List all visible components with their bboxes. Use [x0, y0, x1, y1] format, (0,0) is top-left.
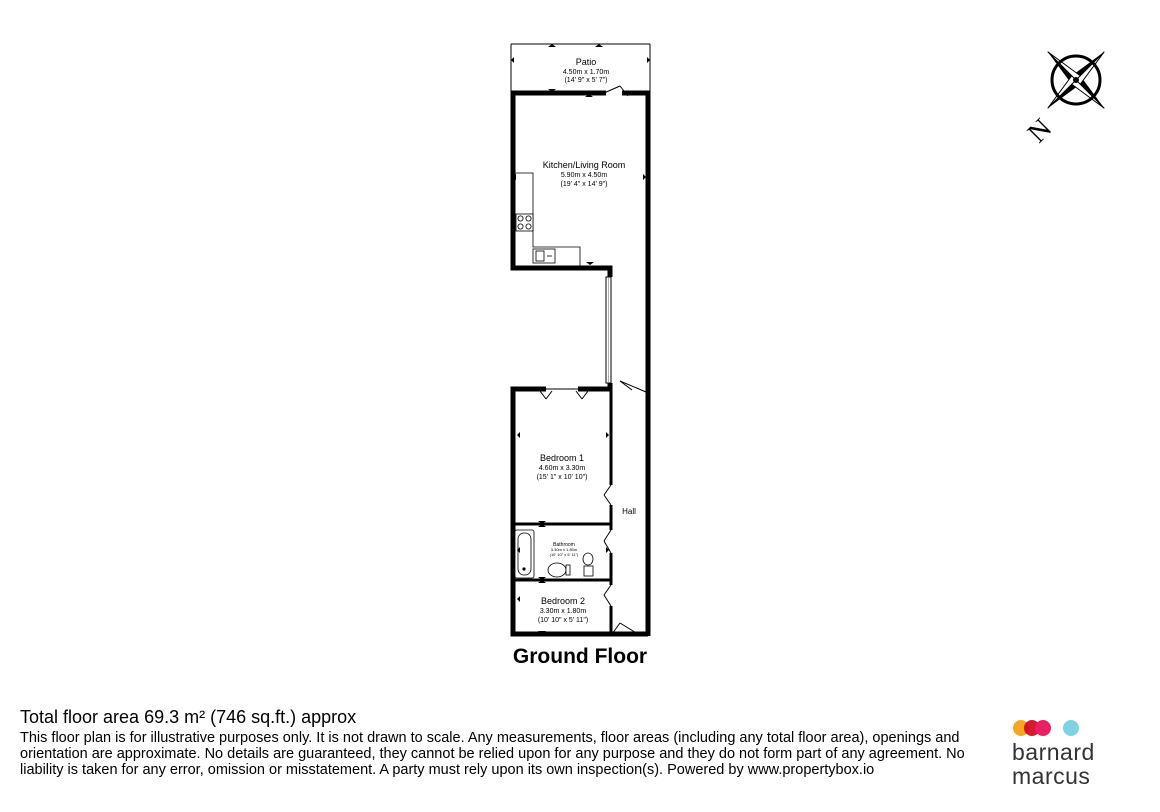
- total-floor-area: Total floor area 69.3 m² (746 sq.ft.) approx: [20, 707, 357, 727]
- bedroom1-metric: 4.60m x 3.30m: [538, 465, 586, 472]
- room-label-kitchen: [543, 160, 626, 188]
- kitchen-name: Kitchen/Living Room: [542, 160, 626, 170]
- room-label-bathroom: [550, 542, 579, 557]
- patio-name: Patio: [575, 57, 597, 67]
- brand-line-2: marcus: [1012, 763, 1091, 789]
- room-label-bedroom2: [538, 596, 588, 624]
- compass-north-label: N: [1021, 112, 1059, 150]
- bathroom-metric: 3.30m x 1.80m: [550, 547, 578, 552]
- bedroom2-metric: 3.30m x 1.80m: [539, 608, 587, 615]
- bedroom1-imperial: (15' 1" x 10' 10"): [536, 474, 588, 481]
- brand-logo: [1012, 740, 1095, 788]
- patio-metric: 4.50m x 1.70m: [562, 69, 610, 76]
- hall-name: Hall: [622, 507, 636, 516]
- kitchen-imperial: (19' 4" x 14' 9"): [560, 181, 608, 188]
- disclaimer: This floor plan is for illustrative purposes only. It is not drawn to scale. Any measurements, floor areas (including any total floor area), openings and orientation are approximate. No details are guaranteed, they cannot be relied upon for any purpose and they do not form part of any agreement. No liability is taken for any error, omission or misstatement. A party must rely upon its own inspection(s). Powered by www.propertybox.io: [20, 730, 965, 778]
- bathroom-imperial: (10' 10" x 5' 11"): [549, 552, 579, 557]
- brand-line-1: barnard: [1012, 739, 1095, 765]
- room-label-patio: [563, 57, 609, 84]
- bedroom1-name: Bedroom 1: [539, 453, 585, 463]
- glass-partition: [606, 277, 611, 383]
- kitchen-metric: 5.90m x 4.50m: [560, 172, 608, 179]
- brand-logo-dots: [1012, 719, 1082, 737]
- room-label-bedroom1: [537, 453, 588, 481]
- patio-imperial: (14' 9" x 5' 7"): [564, 77, 608, 84]
- floor-title: Ground Floor: [512, 645, 648, 668]
- bathroom-name: Bathroom: [553, 542, 575, 548]
- logo-dot-3: [1035, 720, 1051, 736]
- bedroom2-name: Bedroom 2: [540, 596, 586, 606]
- bedroom2-imperial: (10' 10" x 5' 11"): [537, 617, 589, 624]
- logo-dot-4: [1063, 720, 1079, 736]
